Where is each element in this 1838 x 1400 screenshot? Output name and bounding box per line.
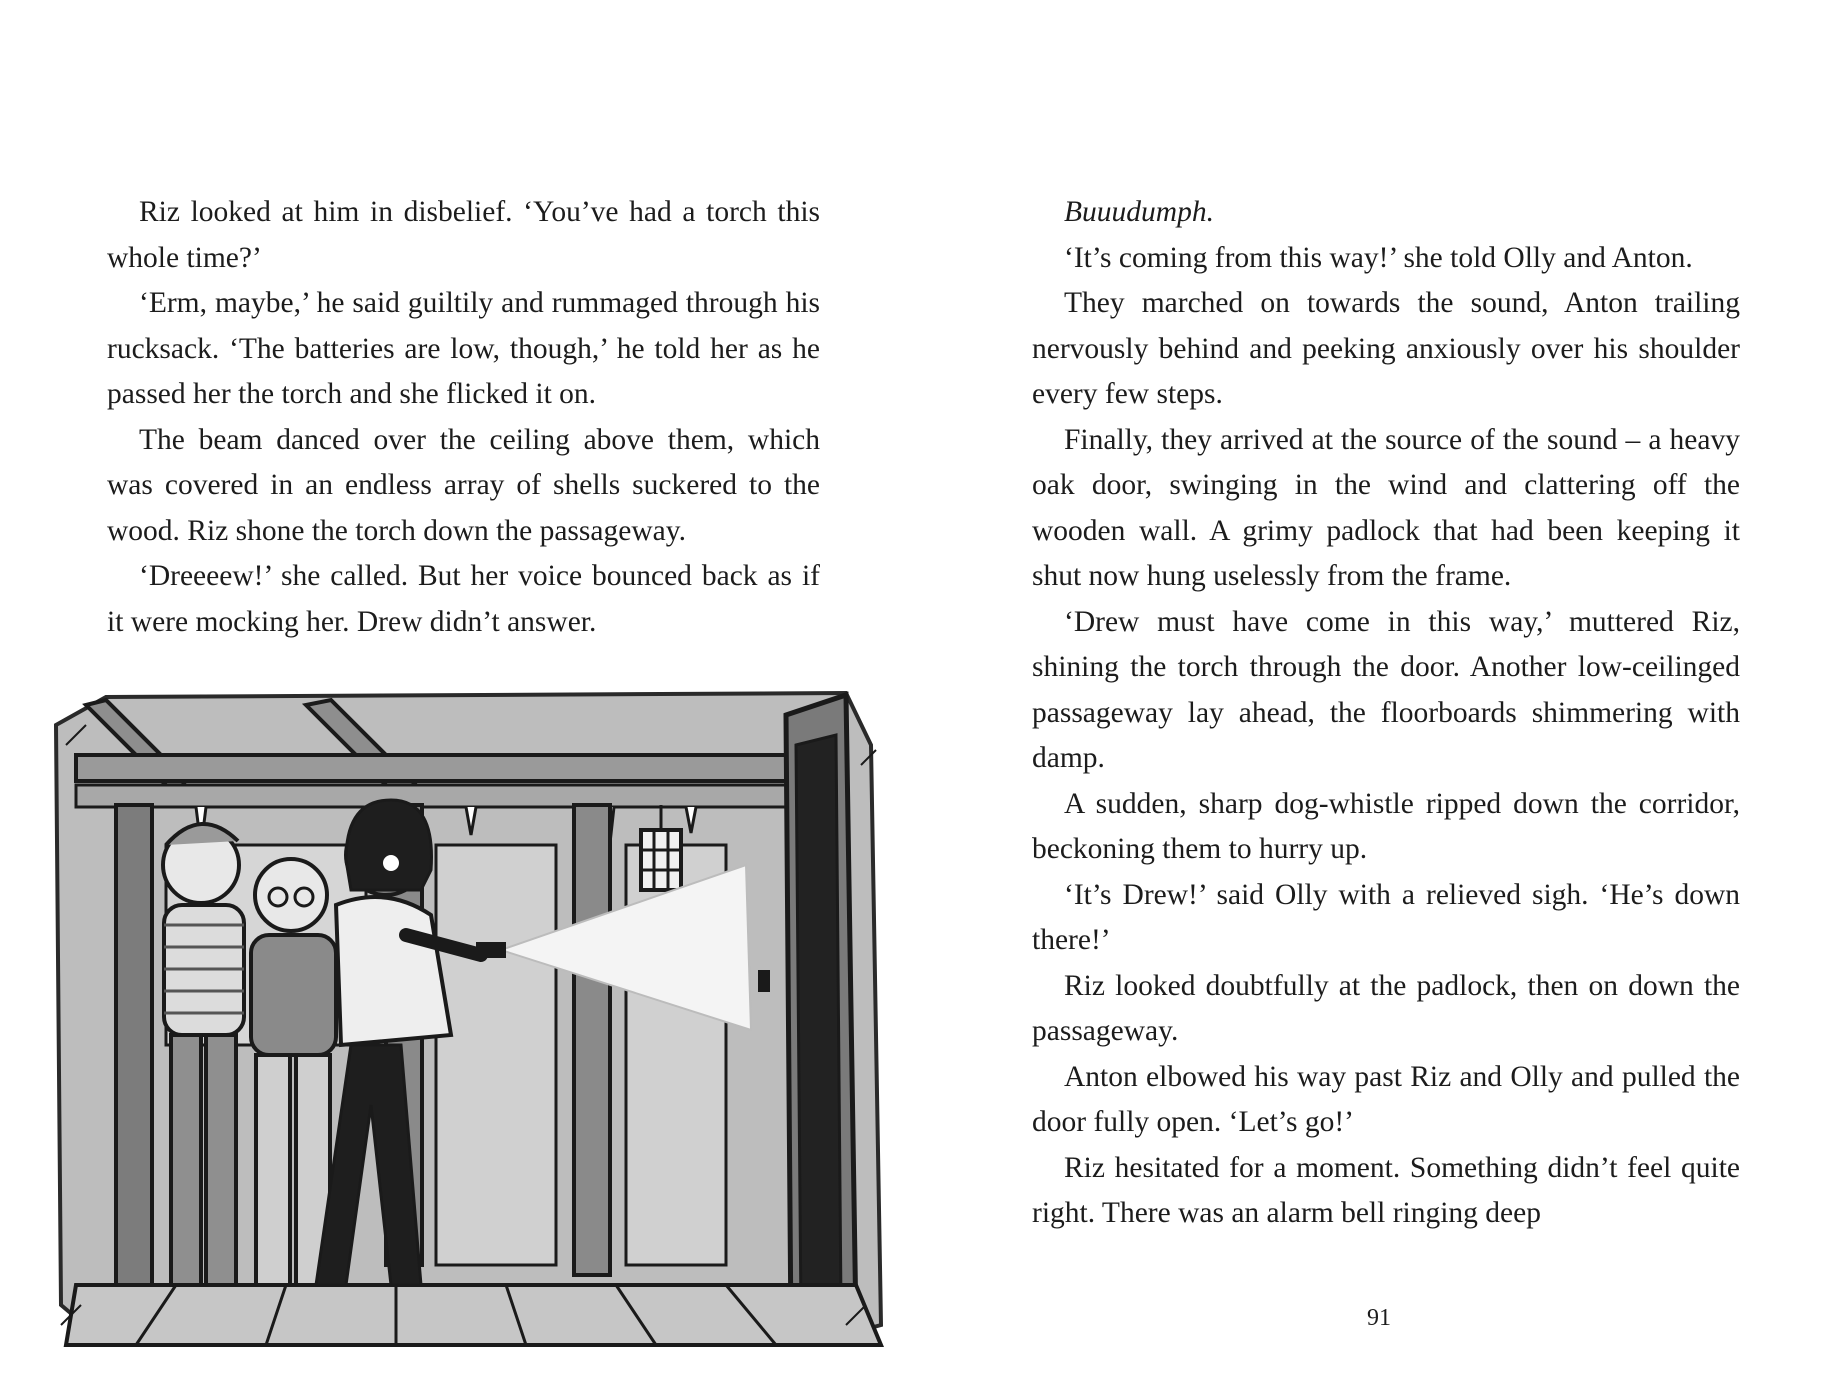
page-number: 91: [1367, 1305, 1391, 1331]
left-page-text: [107, 190, 820, 645]
paragraph: Riz hesitated for a moment. Something didn’t feel quite right. There was an alarm bell ringing deep: [1032, 1151, 1740, 1229]
paragraph: Anton elbowed his way past Riz and Olly and pulled the door fully open. ‘Let’s go!’: [1032, 1060, 1740, 1138]
paragraph: ‘Erm, maybe,’ he said guiltily and rummaged through his rucksack. ‘The batteries are low, though,’ he told her as he passed her the torch and she flicked it on.: [107, 287, 820, 410]
paragraph: The beam danced over the ceiling above them, which was covered in an endless array of shells suckered to the wood. Riz shone the torch down the passageway.: [107, 423, 820, 547]
paragraph: ‘Drew must have come in this way,’ muttered Riz, shining the torch through the door. Another low-ceilinged passageway lay ahead, the floorboards shimmering with damp.: [1032, 605, 1740, 774]
paragraph: Riz looked doubtfully at the padlock, then on down the passageway.: [1032, 969, 1740, 1047]
paragraph: ‘Dreeeew!’ she called. But her voice bounced back as if it were mocking her. Drew didn’t answer.: [107, 560, 820, 638]
paragraph: Buuudumph.: [1064, 196, 1214, 228]
paragraph: Riz looked at him in disbelief. ‘You’ve had a torch this whole time?’: [107, 196, 820, 274]
right-page-text: [1032, 190, 1740, 1237]
paragraph: Finally, they arrived at the source of the sound – a heavy oak door, swinging in the wind and clattering off the wooden wall. A grimy padlock that had been keeping it shut now hung uselessly from the frame.: [1032, 423, 1740, 592]
paragraph: They marched on towards the sound, Anton trailing nervously behind and peeking anxiously over his shoulder every few steps.: [1032, 287, 1740, 410]
paragraph: A sudden, sharp dog-whistle ripped down the corridor, beckoning them to hurry up.: [1032, 787, 1740, 865]
paragraph: ‘It’s coming from this way!’ she told Olly and Anton.: [1064, 241, 1693, 274]
right-page: [919, 0, 1838, 1400]
illustration-children-with-torch: [46, 685, 891, 1350]
paragraph: ‘It’s Drew!’ said Olly with a relieved sigh. ‘He’s down there!’: [1032, 878, 1740, 956]
